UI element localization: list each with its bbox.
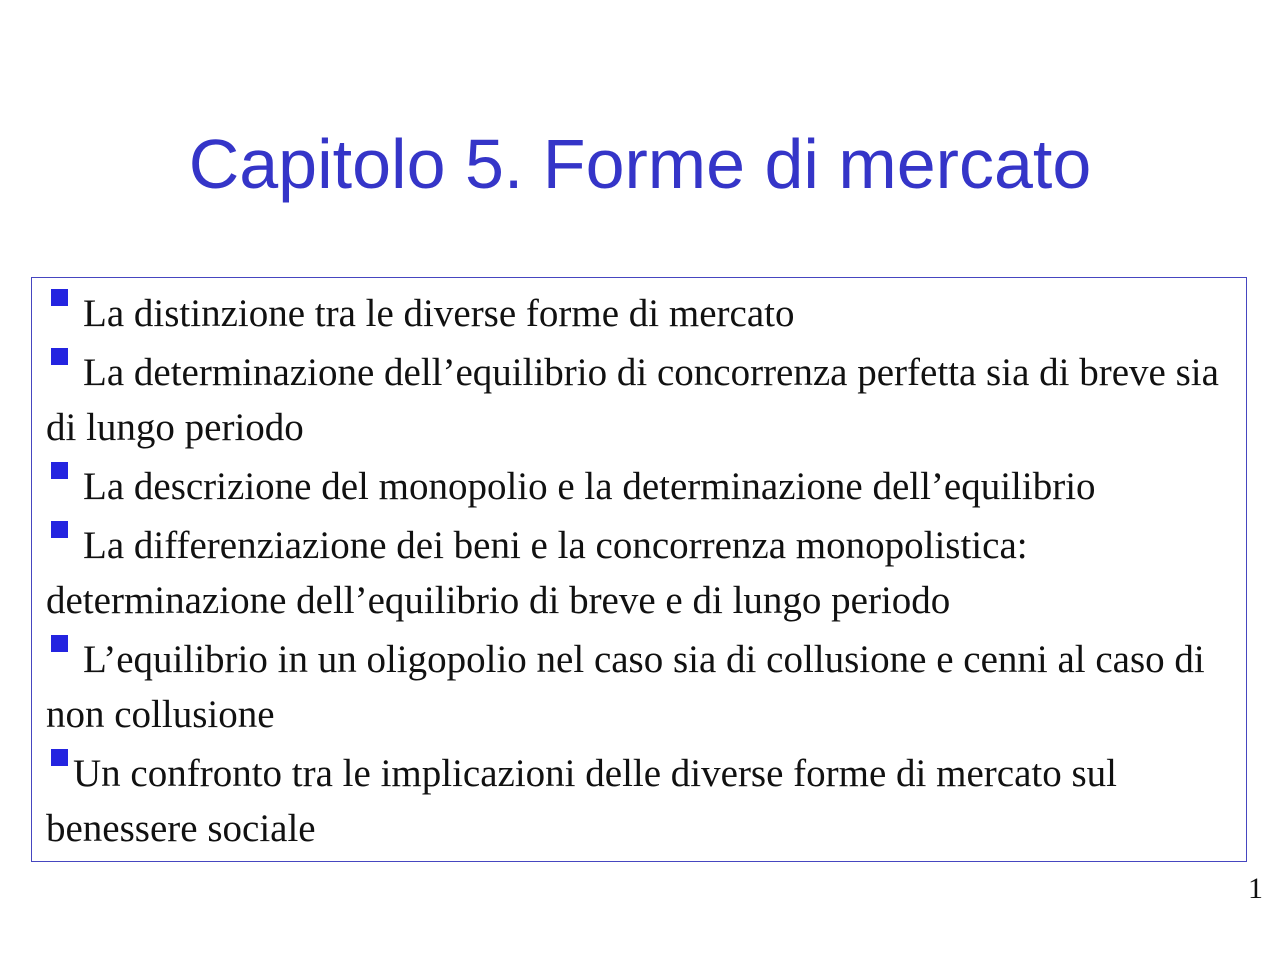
content-box xyxy=(31,277,1247,862)
bullet-item xyxy=(46,286,1241,341)
bullet-text: La differenziazione dei beni e la concorrenza monopolistica: determinazione dell’equilibrio di breve e di lungo periodo xyxy=(46,524,1028,622)
square-bullet-icon xyxy=(51,635,68,652)
square-bullet-icon xyxy=(51,289,68,306)
bullet-item xyxy=(46,345,1241,455)
slide-title: Capitolo 5. Forme di mercato xyxy=(188,125,1092,203)
bullet-text: La descrizione del monopolio e la determinazione dell’equilibrio xyxy=(83,465,1096,508)
bullet-item xyxy=(46,518,1241,628)
square-bullet-icon xyxy=(51,521,68,538)
square-bullet-icon xyxy=(51,462,68,479)
square-bullet-icon xyxy=(51,749,68,766)
bullet-text: La determinazione dell’equilibrio di concorrenza perfetta sia di breve sia di lungo periodo xyxy=(46,351,1219,449)
bullet-item xyxy=(46,746,1241,856)
bullet-text: Un confronto tra le implicazioni delle diverse forme di mercato sul benessere sociale xyxy=(46,752,1117,850)
bullet-item xyxy=(46,459,1241,514)
page-number: 1 xyxy=(1248,872,1263,905)
bullet-text: La distinzione tra le diverse forme di mercato xyxy=(83,292,795,335)
square-bullet-icon xyxy=(51,348,68,365)
bullet-item xyxy=(46,632,1241,742)
bullet-text: L’equilibrio in un oligopolio nel caso sia di collusione e cenni al caso di non collusione xyxy=(46,638,1205,736)
bullet-list xyxy=(46,286,1241,860)
